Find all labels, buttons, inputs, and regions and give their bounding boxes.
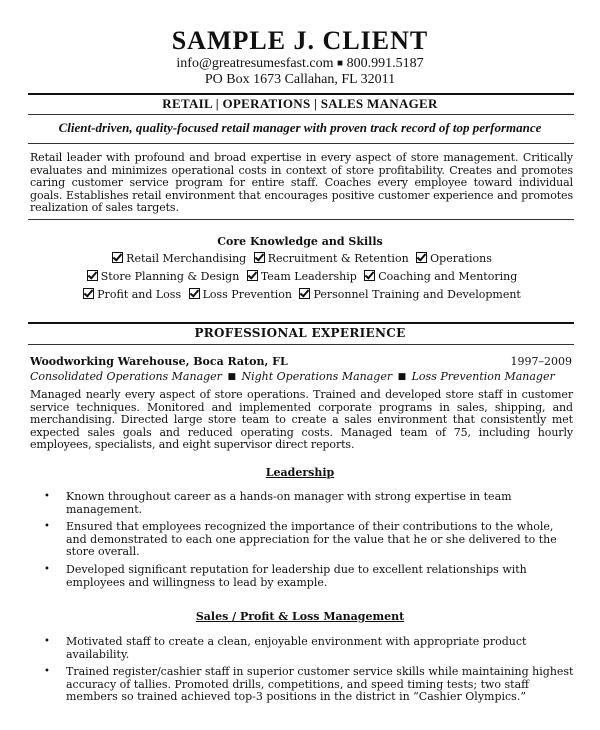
skill-item: Coaching and Mentoring [378,270,518,283]
skills-row [0,288,600,301]
divider [28,114,574,115]
checkbox-icon [83,288,94,299]
separator-square: ■ [397,372,407,382]
skill-item: Recruitment & Retention [267,252,409,265]
divider [28,143,574,144]
checkbox-icon [112,252,123,263]
candidate-name: SAMPLE J. CLIENT [171,26,429,55]
job-title: Consolidated Operations Manager [30,370,222,383]
sales-list [30,636,575,709]
checkbox-icon [247,270,258,281]
checkbox-icon [364,270,375,281]
list-item: • Developed significant reputation for leadership due to excellent relationships with employees and willingness to lead by example. [44,562,527,589]
divider [28,344,574,345]
checkbox-icon [416,252,427,263]
list-item: • Trained register/cashier staff in superior customer service skills while maintaining highest accuracy of tallies. Promoted drills, competitions, and speed timing tests; two staff members so trained achieved top-3 positions in the district in “Cashier Olympics.” [44,665,574,704]
list-item: • Known throughout career as a hands-on manager with strong expertise in team management. [44,490,512,516]
checkbox-icon [254,252,265,263]
skills-row [0,252,600,265]
summary-paragraph: Retail leader with profound and broad expertise in every aspect of store management. Critically evaluates and minimizes operational costs in context of store profitability. Creates and promotes caring customer service program for entire staff. Coaches every employee toward individual goals. Establishes retail environment that encourages positive customer experience and promotes realization of sales targets. [30,151,573,215]
skill-item: Personnel Training and Development [313,288,521,301]
divider [28,322,574,324]
skill-item: Loss Prevention [202,288,292,301]
checkbox-icon [189,288,200,299]
skill-item: Team Leadership [260,270,357,283]
divider [28,93,574,95]
checkbox-icon [87,270,98,281]
skill-item: Profit and Loss [97,288,182,301]
checkbox-icon [299,288,310,299]
experience-title: PROFESSIONAL EXPERIENCE [194,326,406,340]
job-title: Loss Prevention Manager [411,370,555,383]
list-item: • Motivated staff to create a clean, enjoyable environment with appropriate product availability. [44,635,527,661]
experience-description: Managed nearly every aspect of store operations. Trained and developed store staff in customer service techniques. Monitored and implemented corporate programs in sales, shipping, and merchandising. Directed large store team to create a sales environment that consistently met expected sales goals and reduced operating costs. Managed team of 75, including hourly employees, specialists, and eight supervisor direct reports. [30,388,573,452]
employment-dates: 1997–2009 [510,355,572,368]
skills-title: Core Knowledge and Skills [217,235,383,248]
employer-name: Woodworking Warehouse, Boca Raton, FL [30,355,288,368]
separator-square: ■ [337,58,344,69]
address-line: PO Box 1673 Callahan, FL 32011 [204,72,396,87]
bullet-icon: • [44,521,50,533]
headline: RETAIL | OPERATIONS | SALES MANAGER [162,96,438,111]
bullet-icon: • [44,666,50,678]
tagline: Client-driven, quality-focused retail manager with proven track record of top performance [58,120,542,135]
leadership-title: Leadership [265,466,335,479]
email-link[interactable]: info@greatresumesfast.com [176,56,334,71]
divider [28,219,574,220]
separator-square: ■ [227,372,236,382]
bullet-icon: • [44,491,50,502]
sales-title: Sales / Profit & Loss Management [195,610,405,623]
list-item: • Ensured that employees recognized the importance of their contributions to the whole, and demonstrated to each one appreciation for the value that he or she delivered to the store overall. [44,520,557,559]
bullet-icon: • [44,563,50,575]
skill-item: Retail Merchandising [126,252,247,265]
skill-item: Store Planning & Design [100,270,240,283]
skill-item: Operations [430,252,492,265]
leadership-list [30,491,575,594]
phone-number: 800.991.5187 [346,56,424,71]
contact-line [0,56,600,72]
job-title: Night Operations Manager [241,370,393,383]
job-titles [30,370,555,383]
bullet-icon: • [44,636,50,647]
skills-row [0,270,600,283]
